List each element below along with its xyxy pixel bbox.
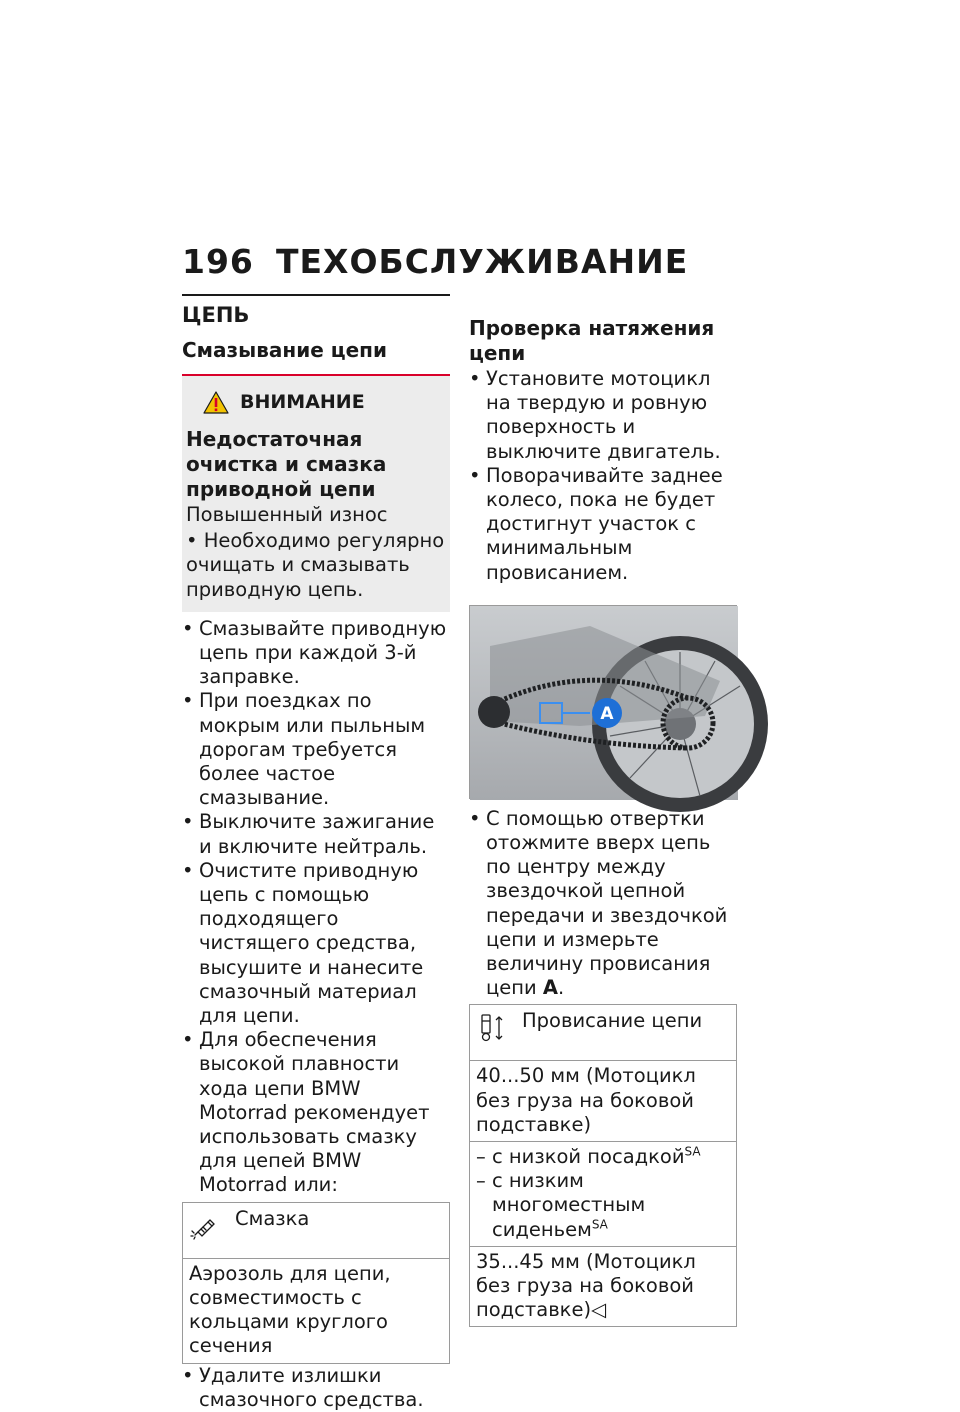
lubrication-final-step: [182, 1364, 450, 1412]
warning-cause: Повышенный износ: [186, 503, 388, 526]
condition-text: с низкой посадкой: [492, 1145, 685, 1169]
warning-item: • Необходимо регулярно очищать и смазывать приводную цепь.: [186, 529, 445, 601]
chain-figure: [469, 605, 737, 799]
list-item: • Смазывайте приводную цепь при каждой 3-й заправке.: [182, 617, 450, 690]
page-header: [182, 242, 688, 281]
list-item: • Поворачивайте заднее колесо, пока не будет достигнут участок с минимальным провисанием.: [469, 464, 737, 585]
lubricant-value: Аэрозоль для цепи, совместимость с кольцами круглого сечения: [189, 1261, 391, 1358]
right-column: [469, 316, 737, 1327]
chain-illustration: [470, 606, 738, 800]
callout-a-label: A: [600, 703, 614, 724]
chain-slack-conditions: [470, 1142, 736, 1247]
warning-head: [186, 390, 446, 415]
measure-step: [469, 807, 737, 1001]
callout-ref: A: [542, 976, 558, 1000]
front-sprocket: [478, 696, 510, 728]
warning-box: [182, 376, 450, 612]
warning-subject: Недостаточная очистка и смазка приводной цепи: [186, 427, 387, 501]
chain-slack-heading: Провисание цепи: [522, 1009, 703, 1033]
condition-low-seat-height: [476, 1145, 730, 1169]
lubricant-table-head: [183, 1203, 449, 1259]
end-mark: ◁: [591, 1298, 607, 1322]
warning-triangle-icon: [202, 390, 230, 415]
tension-check-steps: [469, 367, 737, 585]
measure-icon: [476, 1013, 506, 1043]
chain-slack-value-low: [470, 1247, 736, 1327]
sa-marker: SA: [684, 1144, 701, 1159]
sa-marker: SA: [591, 1217, 608, 1232]
spray-can-icon: [189, 1211, 219, 1241]
chain-slack-table: [469, 1004, 737, 1327]
list-item: • Удалите излишки смазочного средства.: [182, 1364, 450, 1412]
subsection-title: Смазывание цепи: [182, 338, 387, 362]
list-item: • При поездках по мокрым или пыльным дорогам требуется более частое смазывание.: [182, 689, 450, 810]
chapter-title: ТЕХОБСЛУЖИВАНИЕ: [276, 242, 689, 281]
chain-slack-value-standard: 40...50 мм (Мотоцикл без груза на боковой подставке): [470, 1061, 736, 1142]
list-item: • Для обеспечения высокой плавности хода цепи BMW Motorrad рекомендует использовать смазку для цепей BMW Motorrad или:: [182, 1028, 450, 1197]
section-rule: [182, 294, 450, 296]
list-item: • Выключите зажигание и включите нейтраль.: [182, 810, 450, 858]
list-item: • Очистите приводную цепь с помощью подходящего чистящего средства, высушите и нанесите смазочный материал для цепи.: [182, 859, 450, 1028]
condition-low-bench-seat: [476, 1169, 730, 1242]
measure-step-end: .: [558, 976, 565, 1000]
chain-slack-value-low-text: 35...45 мм (Мотоцикл без груза на боковой подставке): [476, 1249, 696, 1322]
left-column: [182, 294, 450, 1412]
condition-text: с низким многоместным сиденьем: [492, 1169, 646, 1241]
lubricant-heading: Смазка: [235, 1206, 310, 1230]
list-item: • Установите мотоцикл на твердую и ровную поверхность и выключите двигатель.: [469, 367, 737, 464]
lubrication-steps: [182, 617, 450, 1198]
chain-slack-table-head: [470, 1005, 736, 1061]
measure-step-text: С помощью отвертки отожмите вверх цепь по центру между звездочкой цепной передачи и звездочкой цепи и измерьте величину провисания цепи: [486, 806, 728, 1000]
section-title: Проверка натяжения цепи: [469, 316, 715, 365]
page-number: 196: [182, 242, 254, 281]
warning-word: ВНИМАНИЕ: [240, 391, 365, 414]
lubricant-table: [182, 1202, 450, 1364]
section-title: ЦЕПЬ: [182, 303, 250, 327]
list-item: [469, 807, 737, 1001]
